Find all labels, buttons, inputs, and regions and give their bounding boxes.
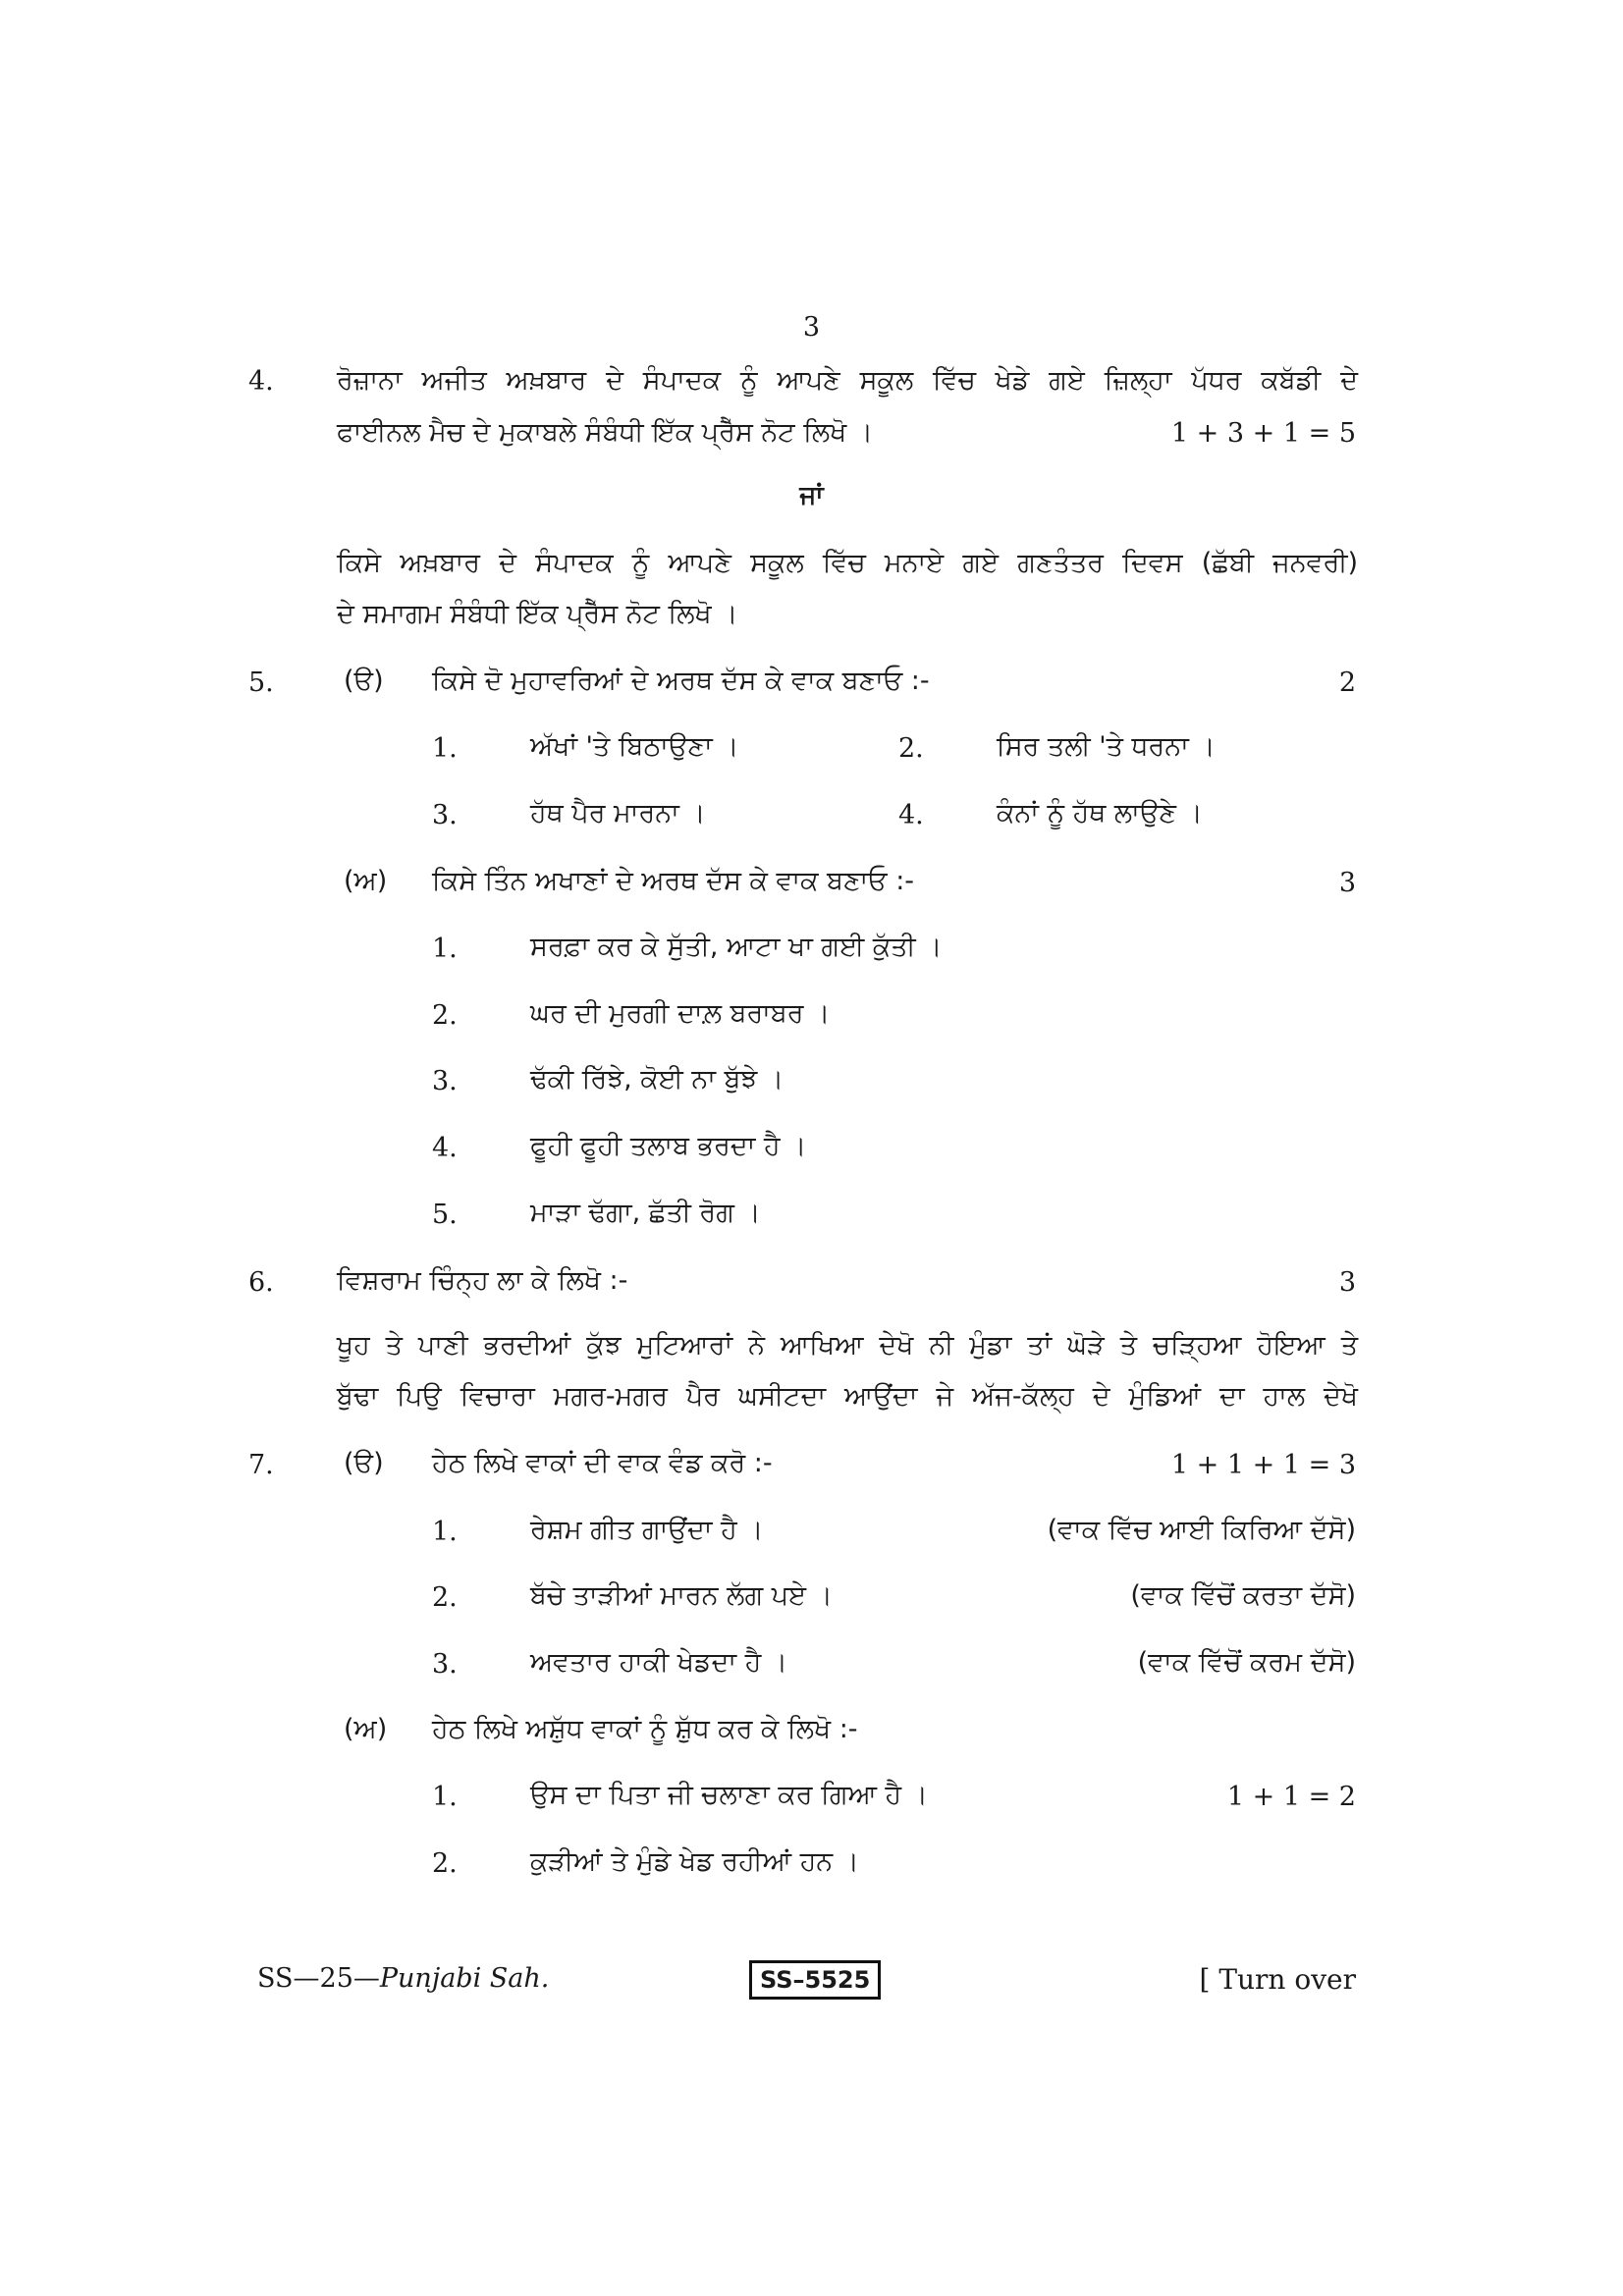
sub-question-text: ਕਿਸੇ ਤਿੰਨ ਅਖਾਣਾਂ ਦੇ ਅਰਥ ਦੱਸ ਕੇ ਵਾਕ ਬਣਾਓ :-: [432, 866, 915, 896]
question-text-line: ਫਾਈਨਲ ਮੈਚ ਦੇ ਮੁਕਾਬਲੇ ਸੰਬੰਧੀ ਇੱਕ ਪ੍ਰੈੱਸ ਨੋਟ ਲਿਖੋ ।: [337, 417, 874, 448]
item-number: 3.: [432, 1649, 458, 1680]
sentence-item: ਅਵਤਾਰ ਹਾਕੀ ਖੇਡਦਾ ਹੈ ।: [530, 1647, 788, 1678]
sub-question-text: ਹੇਠ ਲਿਖੇ ਅਸ਼ੁੱਧ ਵਾਕਾਂ ਨੂੰ ਸ਼ੁੱਧ ਕਰ ਕੇ ਲਿਖੋ :-: [432, 1714, 858, 1744]
item-number: 2.: [432, 1848, 458, 1879]
proverb-item: ਫੂਹੀ ਫੂਹੀ ਤਲਾਬ ਭਰਦਾ ਹੈ ।: [530, 1131, 807, 1161]
paper-series-code: [257, 1963, 549, 1994]
item-number: 4.: [432, 1133, 458, 1163]
alternative-text-line: ਕਿਸੇ ਅਖ਼ਬਾਰ ਦੇ ਸੰਪਾਦਕ ਨੂੰ ਆਪਣੇ ਸਕੂਲ ਵਿੱਚ ਮਨਾਏ ਗਏ ਗਣਤੰਤਰ ਦਿਵਸ (ਛੱਬੀ ਜਨਵਰੀ): [337, 548, 1358, 578]
marks: 3: [1338, 868, 1356, 898]
idiom-item: ਅੱਖਾਂ 'ਤੇ ਬਿਠਾਉਣਾ ।: [530, 731, 739, 762]
question-number: 4.: [248, 366, 274, 397]
sub-question-label: (ੳ): [344, 666, 384, 696]
sentence-item: ਉਸ ਦਾ ਪਿਤਾ ਜੀ ਚਲਾਣਾ ਕਰ ਗਿਆ ਹੈ ।: [530, 1780, 928, 1810]
proverb-item: ਢੱਕੀ ਰਿੱਝੇ, ਕੋਈ ਨਾ ਬੁੱਝੇ ।: [530, 1064, 784, 1095]
proverb-item: ਮਾੜਾ ਢੱਗਾ, ਛੱਤੀ ਰੋਗ ।: [530, 1198, 761, 1228]
item-number: 1.: [432, 733, 458, 764]
sub-question-label: (ੳ): [344, 1448, 384, 1478]
idiom-item: ਸਿਰ ਤਲੀ 'ਤੇ ਧਰਨਾ ।: [997, 731, 1216, 762]
marks: 1 + 1 + 1 = 3: [1170, 1450, 1356, 1480]
or-label: ਜਾਂ: [799, 481, 824, 510]
proverb-item: ਘਰ ਦੀ ਮੁਰਗੀ ਦਾਲ਼ ਬਰਾਬਰ ।: [530, 998, 831, 1029]
idiom-item: ਕੰਨਾਂ ਨੂੰ ਹੱਥ ਲਾਉਣੇ ।: [997, 798, 1203, 828]
marks: 1 + 1 = 2: [1226, 1782, 1356, 1812]
sentence-hint: (ਵਾਕ ਵਿੱਚੋਂ ਕਰਮ ਦੱਸੋ): [1137, 1647, 1356, 1678]
item-number: 2.: [898, 733, 924, 764]
sentence-item: ਕੁੜੀਆਂ ਤੇ ਮੁੰਡੇ ਖੇਡ ਰਹੀਆਂ ਹਨ ।: [530, 1846, 859, 1877]
sentence-hint: (ਵਾਕ ਵਿੱਚੋਂ ਕਰਤਾ ਦੱਸੋ): [1130, 1580, 1356, 1611]
question-number: 6.: [248, 1267, 274, 1298]
item-number: 2.: [432, 1000, 458, 1031]
question-text: ਵਿਸ਼ਰਾਮ ਚਿੰਨ੍ਹ ਲਾ ਕੇ ਲਿਖੋ :-: [337, 1265, 628, 1296]
sentence-item: ਬੱਚੇ ਤਾੜੀਆਂ ਮਾਰਨ ਲੱਗ ਪਏ ।: [530, 1580, 833, 1611]
paper-code-box: SS–5525: [749, 1960, 881, 2000]
alternative-text-line: ਦੇ ਸਮਾਗਮ ਸੰਬੰਧੀ ਇੱਕ ਪ੍ਰੈੱਸ ਨੋਟ ਲਿਖੋ ।: [337, 599, 738, 629]
subject-name: Punjabi Sah.: [379, 1963, 550, 1994]
paragraph-line: ਬੁੱਢਾ ਪਿਉ ਵਿਚਾਰਾ ਮਗਰ-ਮਗਰ ਪੈਰ ਘਸੀਟਦਾ ਆਉਂਦਾ ਜੇ ਅੱਜ-ਕੱਲ੍ਹ ਦੇ ਮੁੰਡਿਆਂ ਦਾ ਹਾਲ ਦੇਖੋ: [337, 1381, 1358, 1412]
item-number: 3.: [432, 1066, 458, 1096]
item-number: 1.: [432, 934, 458, 964]
sub-question-text: ਹੇਠ ਲਿਖੇ ਵਾਕਾਂ ਦੀ ਵਾਕ ਵੰਡ ਕਰੋ :-: [432, 1448, 773, 1478]
sentence-hint: (ਵਾਕ ਵਿੱਚ ਆਈ ਕਿਰਿਆ ਦੱਸੋ): [1047, 1515, 1356, 1545]
question-number: 7.: [248, 1450, 274, 1480]
item-number: 4.: [898, 800, 924, 830]
sub-question-label: (ਅ): [344, 1714, 388, 1744]
turn-over-note: [ Turn over: [1199, 1963, 1356, 1996]
page-number: 3: [802, 312, 821, 343]
sub-question-label: (ਅ): [344, 866, 388, 896]
question-number: 5.: [248, 667, 274, 698]
item-number: 5.: [432, 1200, 458, 1230]
marks: 3: [1338, 1267, 1356, 1298]
series-prefix: SS—25—: [257, 1963, 380, 1994]
marks: 1 + 3 + 1 = 5: [1170, 418, 1356, 449]
item-number: 2.: [432, 1582, 458, 1613]
idiom-item: ਹੱਥ ਪੈਰ ਮਾਰਨਾ ।: [530, 798, 706, 828]
sentence-item: ਰੇਸ਼ਮ ਗੀਤ ਗਾਉਂਦਾ ਹੈ ।: [530, 1515, 764, 1545]
sub-question-text: ਕਿਸੇ ਦੋ ਮੁਹਾਵਰਿਆਂ ਦੇ ਅਰਥ ਦੱਸ ਕੇ ਵਾਕ ਬਣਾਓ :-: [432, 666, 930, 696]
item-number: 1.: [432, 1517, 458, 1547]
marks: 2: [1338, 667, 1356, 698]
question-text-line: ਰੋਜ਼ਾਨਾ ਅਜੀਤ ਅਖ਼ਬਾਰ ਦੇ ਸੰਪਾਦਕ ਨੂੰ ਆਪਣੇ ਸਕੂਲ ਵਿੱਚ ਖੇਡੇ ਗਏ ਜ਼ਿਲ੍ਹਾ ਪੱਧਰ ਕਬੱਡੀ ਦੇ: [337, 365, 1358, 396]
proverb-item: ਸਰਫ਼ਾ ਕਰ ਕੇ ਸੁੱਤੀ, ਆਟਾ ਖਾ ਗਈ ਕੁੱਤੀ ।: [530, 932, 943, 962]
item-number: 3.: [432, 800, 458, 830]
item-number: 1.: [432, 1782, 458, 1812]
paragraph-line: ਖੂਹ ਤੇ ਪਾਣੀ ਭਰਦੀਆਂ ਕੁੱਝ ਮੁਟਿਆਰਾਂ ਨੇ ਆਖਿਆ ਦੇਖੋ ਨੀ ਮੁੰਡਾ ਤਾਂ ਘੋੜੇ ਤੇ ਚੜ੍ਹਿਆ ਹੋਇਆ ਤੇ: [337, 1330, 1358, 1361]
